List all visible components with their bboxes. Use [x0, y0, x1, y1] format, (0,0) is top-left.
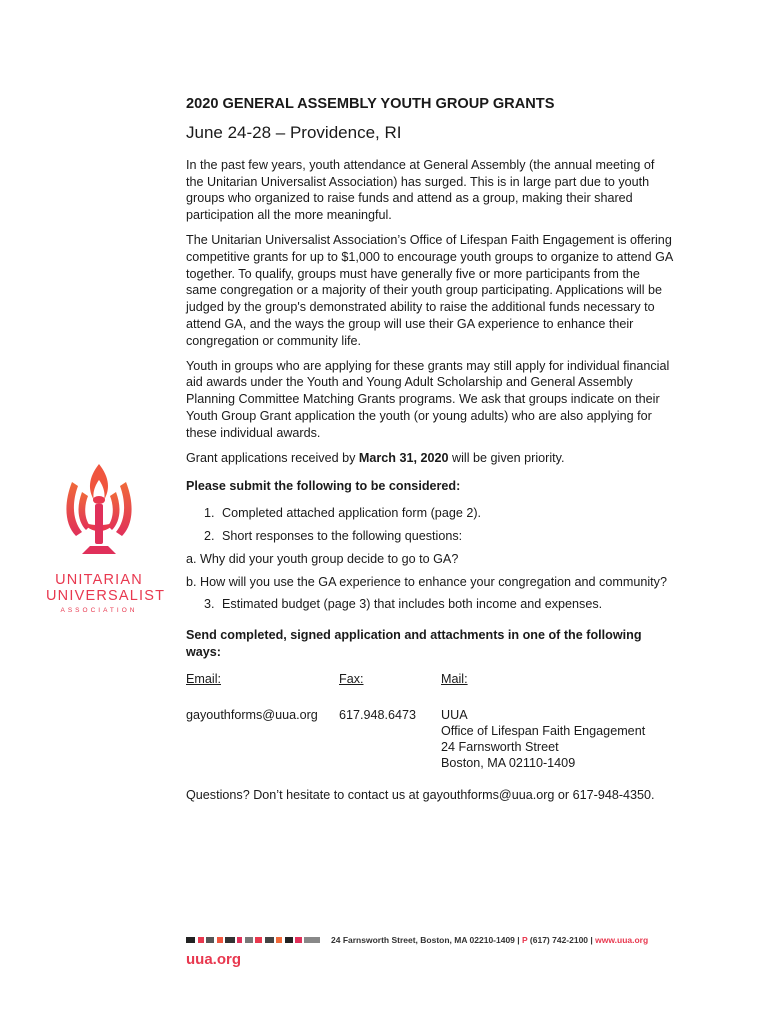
- paragraph-deadline: [186, 450, 674, 467]
- list-item: [186, 528, 674, 545]
- deadline-date: March 31, 2020: [358, 450, 449, 465]
- question-b: b. How will you use the GA experience to enhance your congregation and community?: [186, 574, 667, 589]
- requirements-list: [186, 505, 674, 613]
- mail-label: Mail:: [441, 671, 468, 686]
- list-number: 2.: [204, 528, 215, 543]
- list-text: Estimated budget (page 3) that includes both income and expenses.: [222, 597, 603, 612]
- flaming-chalice-icon: [62, 462, 136, 566]
- email-label: Email:: [186, 671, 221, 686]
- list-number: 1.: [204, 506, 215, 521]
- mail-line: Boston, MA 02110-1409: [441, 755, 576, 770]
- deadline-post: will be given priority.: [448, 450, 565, 465]
- question-a: a. Why did your youth group decide to go to GA?: [186, 551, 459, 566]
- logo-word-unitarian: UNITARIAN: [55, 572, 143, 588]
- paragraph-individual-awards: Youth in groups who are applying for these grants may still apply for individual financial aid awards under the Youth and Young Adult Scholarship and General Assembly Planning Committee Matching Grants programs. We ask that groups indicate on their Youth Group Grant application the youth (or young adults) who are also applying for these individual awards.: [186, 358, 670, 440]
- list-number: 3.: [204, 597, 215, 612]
- fax-number: 617.948.6473: [339, 707, 417, 722]
- mail-column: [441, 671, 645, 771]
- paragraph-grants: The Unitarian Universalist Association’s Office of Lifespan Faith Engagement is offering competitive grants for up to $1,000 to encourage youth groups to organize to attend GA together. To qualify, groups must have generally five or more participants from the same congregation or a majority of their youth group participating. Applications will be judged by the group's demonstrated ability to raise the additional funds necessary to attend GA, and the ways the group will use their GA experience to enhance their congregation or community life.: [186, 232, 673, 348]
- main-content: [186, 96, 674, 812]
- mail-line: UUA: [441, 707, 468, 722]
- event-dates: June 24-28 – Providence, RI: [186, 122, 402, 142]
- uua-website[interactable]: uua.org: [186, 951, 241, 968]
- footer-website-link[interactable]: www.uua.org: [595, 935, 649, 945]
- logo-word-universalist: UNIVERSALIST: [46, 588, 166, 604]
- page-title: 2020 GENERAL ASSEMBLY YOUTH GROUP GRANTS: [186, 96, 555, 112]
- logo-word-association: ASSOCIATION: [60, 607, 138, 614]
- fax-column: [339, 671, 416, 723]
- footer-street: 24 Farnsworth Street, Boston, MA 02210-1409 |: [331, 935, 523, 945]
- footer-phone: (617) 742-2100 |: [527, 935, 596, 945]
- fax-label: Fax:: [339, 671, 364, 686]
- email-address[interactable]: gayouthforms@uua.org: [186, 707, 318, 722]
- list-item: [186, 596, 674, 613]
- submit-heading: Please submit the following to be considered:: [186, 479, 461, 494]
- mail-line: 24 Farnsworth Street: [441, 739, 559, 754]
- email-column: [186, 671, 318, 723]
- deadline-pre: Grant applications received by: [186, 450, 359, 465]
- send-heading: Send completed, signed application and attachments in one of the following ways:: [186, 628, 642, 659]
- list-text: Completed attached application form (page 2).: [222, 506, 482, 521]
- footer-phone-label: P: [522, 935, 528, 945]
- contact-columns: [186, 671, 674, 781]
- list-text: Short responses to the following questions:: [222, 528, 463, 543]
- footer-bar: [186, 935, 696, 945]
- mail-line: Office of Lifespan Faith Engagement: [441, 723, 646, 738]
- list-item: [186, 505, 674, 522]
- questions-contact: Questions? Don’t hesitate to contact us at gayouthforms@uua.org or 617-948-4350.: [186, 787, 655, 802]
- page-footer: [186, 935, 696, 968]
- footer-address: [331, 935, 648, 945]
- color-stripes: [186, 937, 328, 943]
- uua-logo: [46, 462, 166, 616]
- paragraph-intro: In the past few years, youth attendance at General Assembly (the annual meeting of the Unitarian Universalist Association) has surged. This is in large part due to youth groups who organized to raise funds and attend as a group, making their shared participation all the more meaningful.: [186, 157, 655, 223]
